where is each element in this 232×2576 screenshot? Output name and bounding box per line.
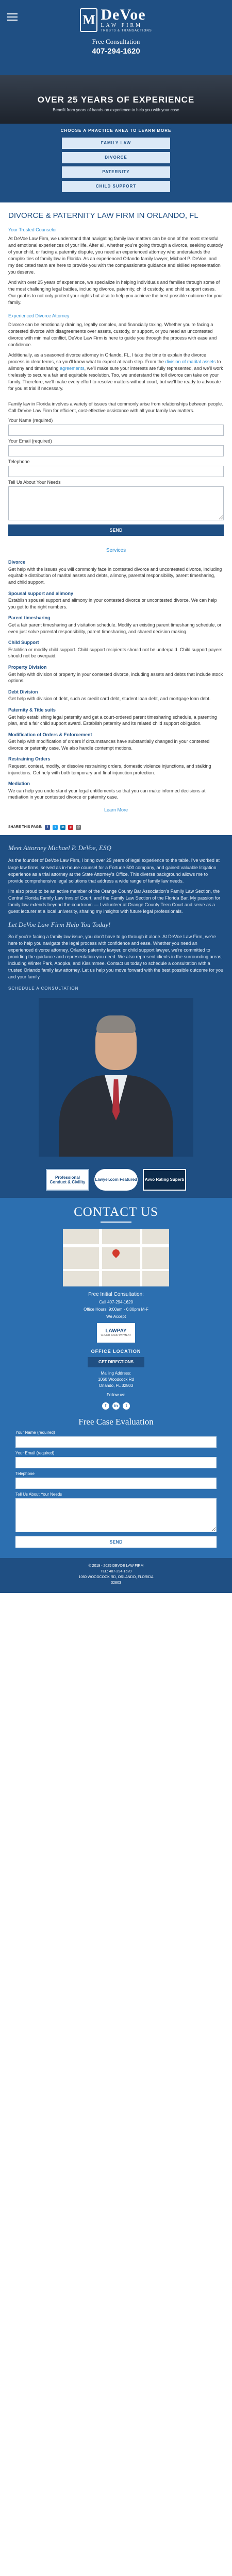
phone-label: Telephone	[15, 1471, 35, 1476]
follow-us-label: Follow us:	[106, 1392, 125, 1397]
we-accept-text: We Accept	[106, 1314, 126, 1319]
about-paragraph-1: As the founder of DeVoe Law Firm, I bring over 25 years of legal experience to the table. I've worked at large law firms, served as in-house counsel for a Fortune 500 company, and gained valuable litigation experience as a trial attorney at the State Attorney's Office. This diverse background allows me to provide comprehensive legal solutions that address a wide range of family law needs.	[8, 858, 220, 884]
schedule-consultation-link[interactable]: SCHEDULE A CONSULTATION	[8, 986, 79, 991]
divorce-paragraph-2	[8, 352, 224, 392]
copyright: © 2019 - 2025 DEVOE LAW FIRM	[88, 1564, 144, 1568]
contact-section	[0, 1198, 232, 1558]
message-textarea[interactable]	[15, 1498, 217, 1532]
service-item	[8, 664, 224, 684]
facebook-icon[interactable]: f	[102, 1402, 109, 1410]
email-label: Your Email (required)	[15, 1450, 55, 1455]
service-item	[8, 732, 224, 752]
twitter-icon[interactable]: t	[123, 1402, 130, 1410]
site-header	[0, 0, 232, 75]
practice-areas	[0, 124, 232, 202]
message-label: Tell Us About Your Needs	[8, 480, 61, 485]
footer-zip: 32803	[111, 1581, 121, 1585]
contact-form	[0, 399, 232, 541]
footer-address: 1060 WOODCOCK RD, ORLANDO, FLORIDA	[78, 1575, 154, 1579]
conduct-badge: Professional Conduct & Civility	[46, 1169, 89, 1191]
marital-assets-link[interactable]: division of marital assets	[165, 359, 216, 364]
map-pin-icon	[111, 1248, 121, 1258]
photo-hair	[96, 1015, 136, 1033]
header-phone-link[interactable]: 407-294-1620	[92, 47, 140, 56]
attorney-photo	[39, 998, 193, 1157]
send-button[interactable]: SEND	[15, 1536, 217, 1548]
service-desc: We can help you understand your legal entitlements so that you can make informed decisions at mediation in your contested divorce or paternity case.	[8, 788, 206, 800]
name-input[interactable]	[8, 425, 224, 436]
send-button[interactable]: SEND	[8, 524, 224, 536]
services-heading: Services	[106, 548, 126, 554]
about-heading: Meet Attorney Michael P. DeVoe, ESQ	[8, 843, 111, 852]
practice-areas-heading: CHOOSE A PRACTICE AREA TO LEARN MORE	[60, 128, 172, 133]
office-map[interactable]	[63, 1229, 169, 1286]
learn-more-link[interactable]: Learn More	[104, 807, 128, 813]
linkedin-icon[interactable]: in	[112, 1402, 120, 1410]
service-desc: Request, contest, modify, or dissolve restraining orders, domestic violence injunctions, and stalking injunctions. Get help with both temporary and final injunction protection.	[8, 764, 211, 775]
page-title: DIVORCE & PATERNITY LAW FIRM IN ORLANDO, FL	[8, 211, 198, 220]
site-footer	[0, 1558, 232, 1594]
service-item	[8, 689, 224, 702]
form-intro: Family law in Florida involves a variety of issues that commonly arise from relationships between people. Call DeVoe Law Firm for efficient, cost-effective assistance with all your family law matters.	[8, 401, 223, 413]
message-textarea[interactable]	[8, 486, 224, 520]
service-desc: Get a fair parent timesharing and visitation schedule. Modify an existing parent timesharing schedule, or even just solve parental responsibility, parent timesharing, and shared decision making.	[8, 622, 222, 634]
service-title: Child Support	[8, 640, 39, 646]
phone-input[interactable]	[15, 1478, 217, 1489]
lawpay-sub: CREDIT CARD PAYMENT	[101, 1334, 131, 1337]
mailing-city: Orlando, FL 32803	[98, 1383, 134, 1388]
logo-tagline: TRUSTS & TRANSACTIONS	[101, 29, 152, 32]
service-title: Divorce	[8, 560, 26, 565]
phone-input[interactable]	[8, 466, 224, 477]
office-hours: Office Hours: 9:00am - 6:00pm M-F	[84, 1307, 148, 1312]
service-desc: Establish spousal support and alimony in your contested divorce or uncontested divorce. We can help you get to the right numbers.	[8, 598, 217, 609]
hero-subtitle: Benefit from years of hands-on experience to help you with your case	[53, 108, 179, 112]
email-input[interactable]	[8, 445, 224, 456]
divorce-text-a: Additionally, as a seasoned divorce attorney in Orlando, FL, I take the time to explain the divorce process in clear terms, so you'll know what to expect at each step. From the	[8, 352, 207, 364]
service-item	[8, 707, 224, 727]
office-location-heading: OFFICE LOCATION	[91, 1348, 141, 1354]
contact-phone-link[interactable]: Call 407-294-1620	[99, 1299, 133, 1304]
main-content	[0, 202, 232, 399]
practice-child-support-button[interactable]: CHILD SUPPORT	[62, 181, 170, 192]
hero-banner	[0, 75, 232, 124]
about-attorney	[0, 835, 232, 1164]
divorce-paragraph-1: Divorce can be emotionally draining, legally complex, and financially taxing. Whether you're facing a contested divorce with disagreements over assets, custody, or support, or you need an uncontested divorce with minimal conflict, DeVoe Law Firm is here to guide you through the process with ease and confidence.	[8, 321, 217, 347]
service-title: Debt Division	[8, 689, 38, 694]
practice-divorce-button[interactable]: DIVORCE	[62, 152, 170, 163]
service-desc: Establish or modify child support. Child support recipients should not be underpaid. Child support payers should not be overpaid.	[8, 647, 223, 659]
service-title: Mediation	[8, 781, 30, 787]
divorce-text-b: to alimony and timesharing	[8, 359, 221, 371]
lawpay-badge[interactable]	[97, 1323, 135, 1343]
share-label: SHARE THIS PAGE:	[8, 825, 42, 829]
services-section	[0, 541, 232, 821]
map-road	[63, 1244, 169, 1247]
contact-divider	[101, 1222, 131, 1223]
linkedin-icon[interactable]: in	[60, 825, 65, 830]
logo-subtitle: LAW FIRM	[101, 23, 143, 28]
about-paragraph-3: So if you're facing a family law issue, you don't have to go through it alone. At DeVoe Law Firm, we're here to help you navigate the legal process with confidence and ease. Whether you need an experienced divorce attorney, Orlando paternity lawyer, or child support lawyer, we're committed to providing the guidance and representation you need. We also represent clients in the surrounding areas, including Winter Park, Apopka, and Kissimmee. Contact us today to schedule a consultation with a trusted Orlando family law attorney. Let us help you move forward with the best possible outcome for you and your family.	[8, 934, 224, 979]
practice-paternity-button[interactable]: PATERNITY	[62, 166, 170, 178]
intro-heading: Your Trusted Counselor	[8, 227, 57, 232]
name-label: Your Name (required)	[15, 1430, 55, 1435]
service-desc: Get help with the issues you will commonly face in contested divorce and uncontested divorce, including equitable distribution of marital assets and debts, alimony, parental responsibility, parent timesharing, and child support.	[8, 566, 222, 585]
phone-label: Telephone	[8, 459, 30, 465]
service-title: Property Division	[8, 664, 47, 670]
avvo-badge: Avvo Rating Superb	[143, 1169, 186, 1191]
message-label: Tell Us About Your Needs	[15, 1492, 62, 1497]
service-item	[8, 639, 224, 659]
get-directions-button[interactable]: GET DIRECTIONS	[88, 1357, 144, 1367]
agreements-link[interactable]: agreements	[60, 365, 85, 371]
pinterest-icon[interactable]: p	[68, 825, 73, 830]
service-item	[8, 590, 224, 611]
hero-title: OVER 25 YEARS OF EXPERIENCE	[37, 95, 195, 105]
experience-heading: Experienced Divorce Attorney	[8, 313, 70, 318]
service-title: Paternity & Title suits	[8, 707, 56, 713]
service-item	[8, 756, 224, 776]
service-item	[8, 781, 224, 801]
email-share-icon[interactable]: @	[76, 825, 81, 830]
map-road	[140, 1229, 142, 1286]
intro-paragraph-2: And with over 25 years of experience, we specialize in helping individuals and families through some of the most challenging legal battles, including divorce, paternity, child custody, and child support cases. Our goal is to not only protect your rights but also to help you achieve the best possible outcome for your family.	[8, 280, 223, 306]
service-title: Parent timesharing	[8, 615, 51, 621]
service-title: Restraining Orders	[8, 756, 51, 762]
about-subheading: Let DeVoe Law Firm Help You Today!	[8, 920, 111, 928]
facebook-icon[interactable]: f	[45, 825, 50, 830]
award-badges	[0, 1164, 232, 1198]
footer-phone-link[interactable]: TEL: 407-294-1620	[100, 1569, 132, 1573]
logo-name: DeVoe	[101, 6, 146, 23]
share-bar	[0, 822, 232, 835]
service-item	[8, 615, 224, 635]
lawpay-name: LAWPAY	[105, 1328, 127, 1334]
divorce-text-c: , we'll make sure your interests are fully represented, and we'll work tirelessly to secure a fair and equitable resolution. Too, we understand the toll divorce can take on your family. Therefore, we'll make every effort to resolve matters without court, but we'll be ready to advocate for you at trial if necessary.	[8, 365, 223, 391]
mailing-street: 1060 Woodcock Rd	[98, 1377, 134, 1382]
name-label: Your Name (required)	[8, 418, 53, 423]
twitter-icon[interactable]: t	[53, 825, 58, 830]
free-consultation-text: Free Consultation	[92, 38, 140, 45]
service-desc: Get help with modification of orders if circumstances have substantially changed in your contested divorce or paternity case. We also handle contempt motions.	[8, 739, 210, 751]
hamburger-menu-icon[interactable]	[7, 13, 18, 21]
logo-mark-icon: M	[80, 8, 97, 32]
contact-heading: CONTACT US	[74, 1205, 158, 1219]
map-road	[63, 1269, 169, 1271]
service-desc: Get help with division of debt, such as credit card debt, student loan debt, and mortgage loan debt.	[8, 696, 211, 702]
service-desc: Get help establishing legal paternity and get a court-ordered parent timesharing schedule, a parenting plan, and a fair child support award. Establish paternity and its related child support obligation.	[8, 714, 217, 726]
service-title: Modification of Orders & Enforcement	[8, 732, 92, 737]
email-input[interactable]	[15, 1457, 217, 1468]
map-road	[99, 1229, 102, 1286]
lawyer-com-badge: Lawyer.com Featured	[94, 1169, 138, 1191]
intro-paragraph-1: At DeVoe Law Firm, we understand that navigating family law matters can be one of the most stressful and emotional experiences of your life. After all, whether you're going through a divorce, seeking custody of your child, or facing a paternity dispute, you need an experienced attorney who understands the complexities of family law in Florida. As an experienced Orlando family lawyer, Michael P. DeVoe, and my dedicated team are here to provide you with the compassionate guidance and skilled representation you deserve.	[8, 236, 223, 275]
case-evaluation-heading: Free Case Evaluation	[78, 1416, 154, 1427]
service-desc: Get help with division of property in your contested divorce, including assets and debts that include stock options.	[8, 671, 223, 684]
site-logo[interactable]	[80, 7, 152, 32]
service-title: Spousal support and alimony	[8, 590, 74, 596]
about-paragraph-2: I'm also proud to be an active member of the Orange County Bar Association's Family Law Section, the Central Florida Family Law Inns of Court, and the Family Law Section of the Florida Bar. My passion for family law extends beyond the courtroom — I volunteer at Orange County Teen Court and serve as a guest lecturer at a local university, sharing my insights with future legal professionals.	[8, 888, 221, 914]
mailing-label: Mailing Address:	[101, 1370, 131, 1376]
social-links	[15, 1402, 217, 1410]
service-item	[8, 559, 224, 585]
practice-family-law-button[interactable]: FAMILY LAW	[62, 138, 170, 149]
name-input[interactable]	[15, 1436, 217, 1448]
consultation-text: Free Initial Consultation:	[88, 1291, 144, 1297]
email-label: Your Email (required)	[8, 438, 52, 444]
